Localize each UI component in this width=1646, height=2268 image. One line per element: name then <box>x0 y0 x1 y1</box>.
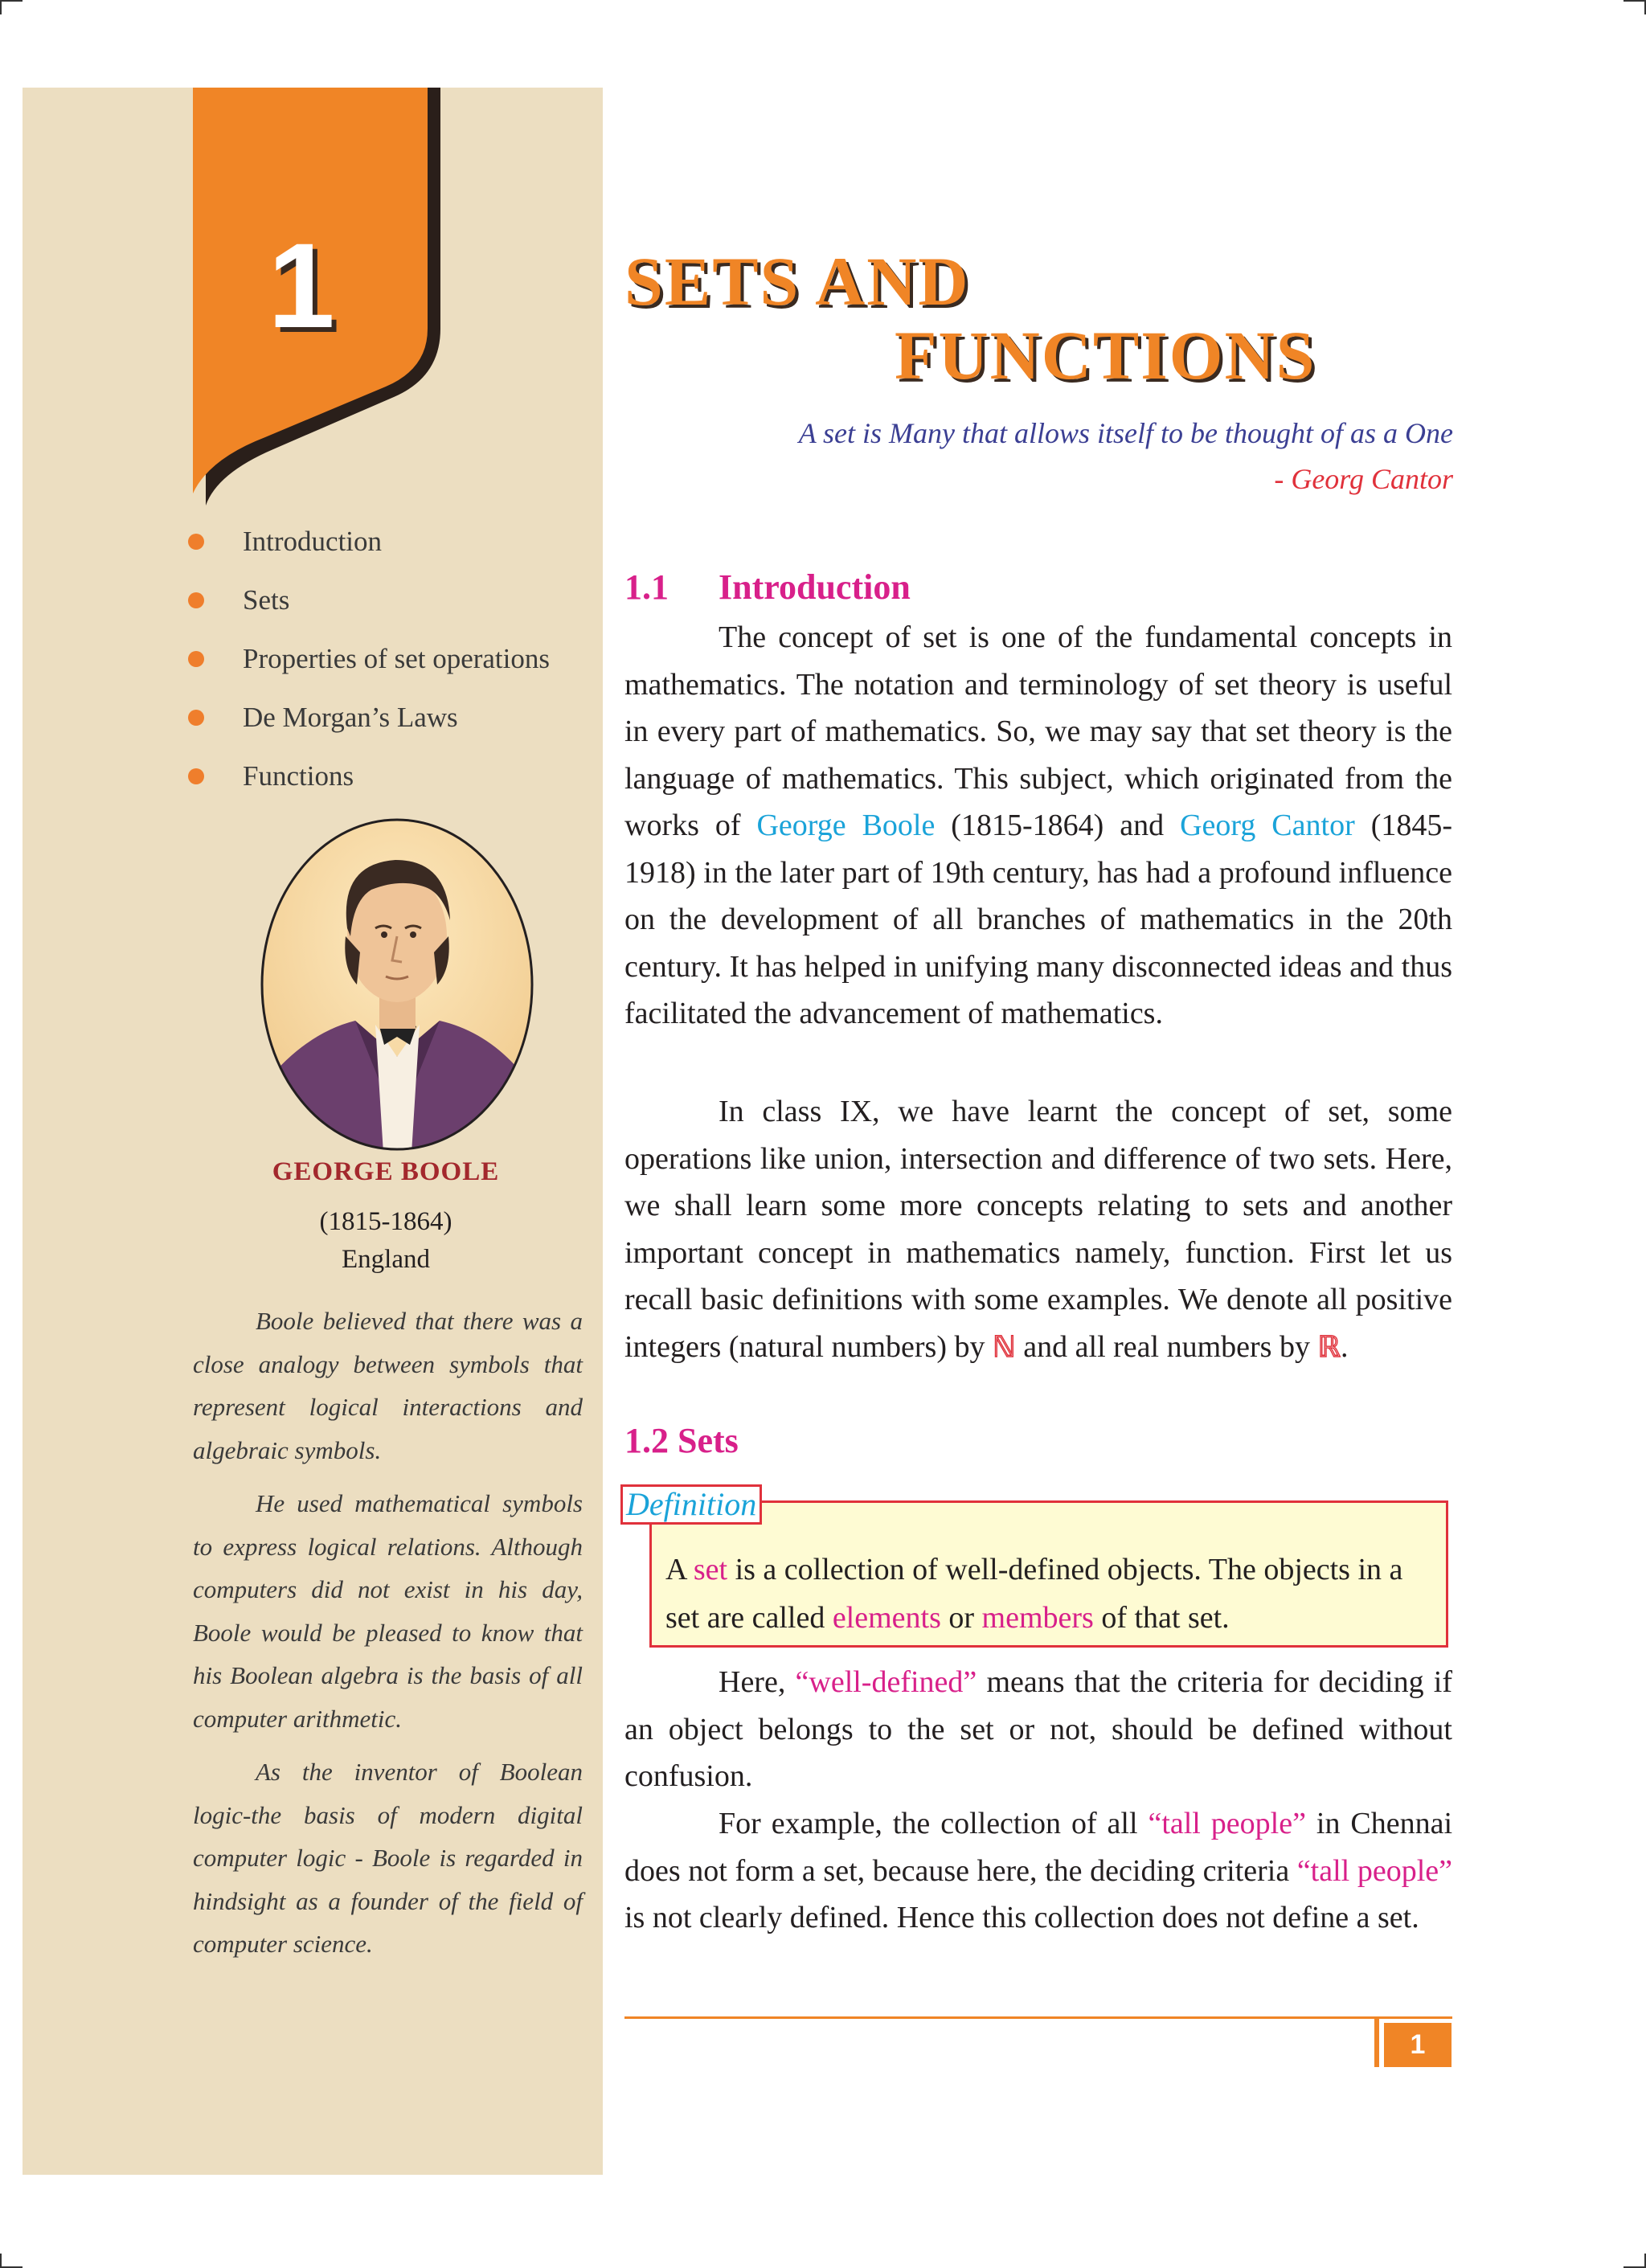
chapter-topics-list <box>185 514 550 808</box>
paragraph-text: is not clearly defined. Hence this collection does not define a set. <box>624 1901 1419 1934</box>
link-georg-cantor: Georg Cantor <box>1180 809 1355 842</box>
topic-label: Sets <box>243 584 290 616</box>
intro-paragraph-1 <box>624 614 1452 1038</box>
chapter-title-line2: FUNCTIONS <box>895 317 1316 394</box>
topic-item <box>185 514 550 573</box>
topic-item <box>185 749 550 808</box>
section-heading-introduction <box>624 567 911 608</box>
george-boole-portrait <box>259 816 536 1153</box>
section-number: 1.1 <box>624 567 669 607</box>
bullet-icon <box>188 651 204 667</box>
section-heading-sets: 1.2 Sets <box>624 1421 739 1460</box>
topic-label: Properties of set operations <box>243 643 550 674</box>
crop-mark-top-left <box>0 0 23 14</box>
topic-item <box>185 632 550 690</box>
bullet-icon <box>188 768 204 784</box>
bio-name: GEORGE BOOLE <box>272 1157 500 1186</box>
topic-item <box>185 573 550 632</box>
paragraph-text: and all real numbers by <box>1015 1329 1318 1364</box>
topic-item <box>185 690 550 749</box>
epigraph-quote: A set is Many that allows itself to be thought of as a One <box>798 417 1453 449</box>
term-set: set <box>693 1553 728 1586</box>
term-elements: elements <box>832 1601 941 1635</box>
section-title: Introduction <box>719 567 911 607</box>
crop-mark-bottom-right <box>1623 2254 1646 2268</box>
definition-fragment: or <box>940 1601 982 1635</box>
bio-paragraph-text: As the inventor of Boolean logic-the basis of modern digital computer logic - Boole is regarded in hindsight as a founder of the field of computer science. <box>193 1758 583 1958</box>
bio-paragraph <box>193 1482 583 1740</box>
bio-paragraph-text: He used mathematical symbols to express logical relations. Although computers did not exist in his day, Boole would be pleased to know that his Boolean algebra is the basis of all computer arithmetic. <box>193 1489 583 1733</box>
definition-fragment: of that set. <box>1093 1601 1230 1635</box>
paragraph-text: in Chennai does not form a set, because here, the deciding criteria <box>624 1807 1453 1888</box>
real-numbers-symbol: ℝ <box>1317 1330 1341 1364</box>
topic-label: Introduction <box>243 526 383 557</box>
page-number-accent <box>1374 2019 1379 2067</box>
bio-place: England <box>342 1245 430 1274</box>
bio-paragraph-text: Boole believed that there was a close analogy between symbols that represent logical interactions and algebraic symbols. <box>193 1307 583 1464</box>
epigraph-author: - Georg Cantor <box>1274 463 1453 495</box>
bullet-icon <box>188 710 204 726</box>
topic-label: Functions <box>243 760 354 792</box>
crop-mark-top-right <box>1623 0 1646 14</box>
bullet-icon <box>188 592 204 608</box>
bio-paragraph <box>193 1750 583 1966</box>
bio-paragraph <box>193 1300 583 1472</box>
sets-paragraph-2 <box>624 1800 1452 1942</box>
term-members: members <box>981 1601 1094 1635</box>
definition-text <box>665 1545 1437 1642</box>
paragraph-text: (1815-1864) and <box>935 809 1181 842</box>
paragraph-text: . <box>1340 1329 1349 1364</box>
footer-rule <box>624 2016 1452 2019</box>
page-number: 1 <box>1384 2023 1452 2067</box>
chapter-title-line1: SETS AND <box>624 243 970 320</box>
term-tall-people: “tall people” <box>1148 1807 1306 1840</box>
bullet-icon <box>188 534 204 550</box>
paragraph-text: In class IX, we have learnt the concept of set, some operations like union, intersection and difference of two sets. Here, we shall learn some more concepts relating to sets and another important concept in mathematics namely, function. First let us recall basic definitions with some examples. We denote all positive integers (natural numbers) by <box>624 1095 1452 1364</box>
paragraph-text: For example, the collection of all <box>719 1807 1149 1840</box>
definition-fragment: A <box>665 1553 694 1586</box>
paragraph-text: (1845-1918) in the later part of 19th century, has had a profound influence on the development of all branches of mathematics in the 20th century. It has helped in unifying many disconnected ideas and thus facilitated the advancement of mathematics. <box>624 809 1453 1030</box>
sets-paragraph-1 <box>624 1659 1452 1800</box>
intro-paragraph-2 <box>624 1088 1452 1371</box>
natural-numbers-symbol: ℕ <box>992 1330 1016 1364</box>
link-george-boole: George Boole <box>756 809 936 842</box>
chapter-number: 1 <box>268 218 335 353</box>
definition-label: Definition <box>620 1484 762 1525</box>
crop-mark-bottom-left <box>0 2254 23 2268</box>
term-tall-people: “tall people” <box>1296 1853 1452 1888</box>
bio-years: (1815-1864) <box>319 1207 452 1236</box>
topic-label: De Morgan’s Laws <box>243 702 458 733</box>
paragraph-text: means that the criteria for deciding if an object belongs to the set or not, should be defined without confusion. <box>624 1665 1452 1793</box>
paragraph-text: The concept of set is one of the fundamental concepts in mathematics. The notation and terminology of set theory is useful in every part of mathematics. So, we may say that set theory is the language of mathematics. This subject, which originated from the works of <box>624 620 1452 842</box>
paragraph-text: Here, <box>719 1665 796 1699</box>
term-well-defined: “well-defined” <box>795 1665 977 1699</box>
definition-fragment: is a collection of well-defined objects. The objects in a set are called <box>665 1553 1403 1635</box>
